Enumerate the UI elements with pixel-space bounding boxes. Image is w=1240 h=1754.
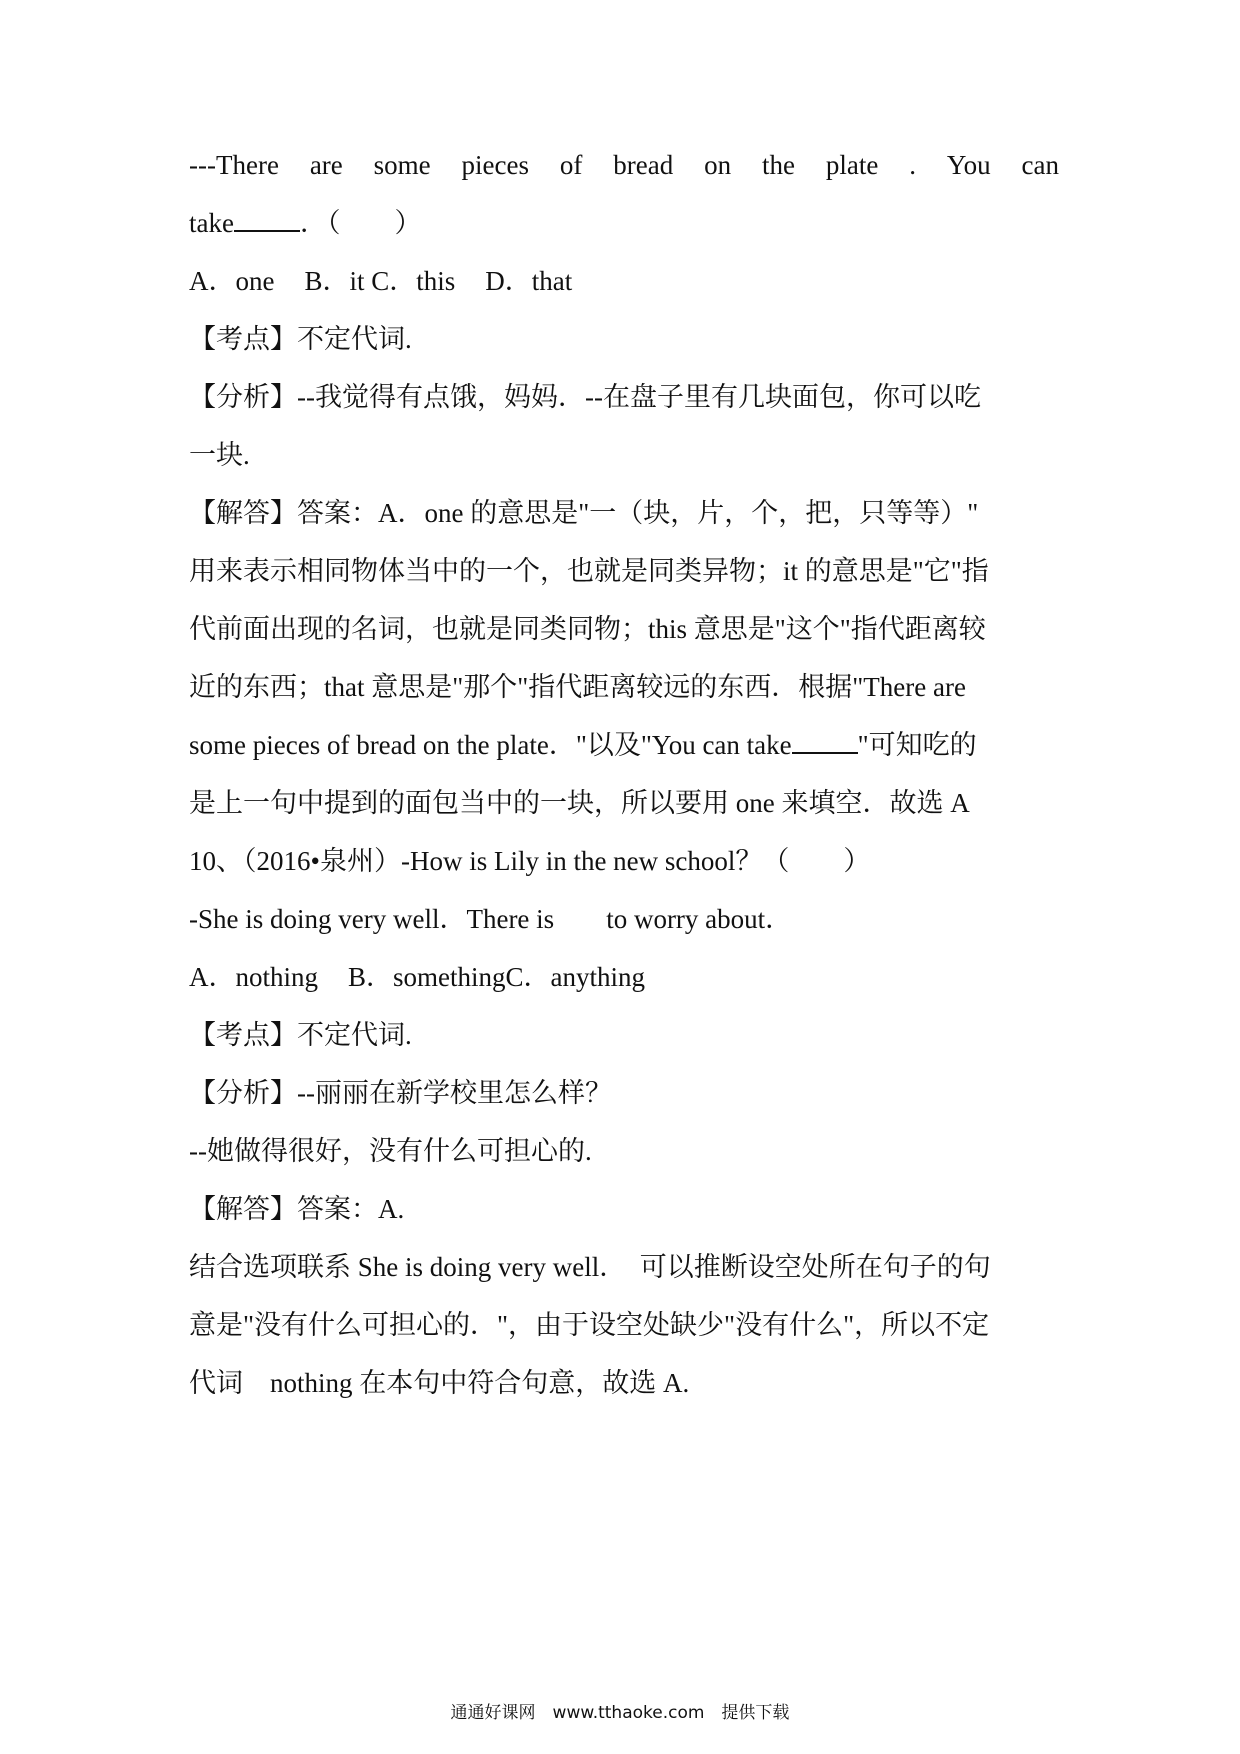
option-c: C．anything <box>505 962 646 992</box>
q10-jieda-4: 代词 nothing 在本句中符合句意，故选 A. <box>189 1368 690 1398</box>
q10-sentence: -She is doing very well．There is to worry about． <box>189 904 793 934</box>
q9-fenxi-2: 一块. <box>189 440 250 470</box>
q9-options <box>189 264 1059 298</box>
q9-blank-line: take ．（ ） <box>189 208 422 238</box>
q9-jieda-6: 是上一句中提到的面包当中的一块，所以要用 one 来填空．故选 A <box>189 788 970 818</box>
q10-jieda-2: 结合选项联系 She is doing very well． 可以推断设空处所在句子的句 <box>189 1252 991 1282</box>
option-a: A．one <box>189 266 275 296</box>
q10-jieda-3: 意是"没有什么可担心的．"，由于设空处缺少"没有什么"，所以不定 <box>189 1310 990 1340</box>
word: can <box>1021 150 1059 180</box>
q9-jieda-3: 代前面出现的名词，也就是同类同物；this 意思是"这个"指代距离较 <box>189 614 986 644</box>
option-b: B．something <box>348 962 506 992</box>
q9-dialogue-line <box>189 148 1059 182</box>
q10-kaodian: 【考点】不定代词. <box>189 1020 412 1050</box>
q9-kaodian: 【考点】不定代词. <box>189 324 412 354</box>
word: some <box>373 150 431 180</box>
word: . <box>909 150 916 180</box>
word: bread <box>613 150 674 180</box>
option-c: C．this <box>371 266 456 296</box>
q10-options <box>189 960 1059 994</box>
q9-jieda-1: 【解答】答案：A．one 的意思是"一（块，片，个，把，只等等）" <box>189 498 979 528</box>
word: You <box>946 150 991 180</box>
option-b: B．it <box>304 266 365 296</box>
option-d: D．that <box>485 266 573 296</box>
word: the <box>761 150 795 180</box>
fill-blank <box>792 730 858 754</box>
q10-fenxi-2: --她做得很好，没有什么可担心的. <box>189 1136 592 1166</box>
q9-jieda-5: some pieces of bread on the plate．"以及"You can take "可知吃的 <box>189 730 977 760</box>
q10-question: 10、（2016•泉州）-How is Lily in the new school？（ ） <box>189 846 871 876</box>
q9-jieda-4: 近的东西；that 意思是"那个"指代距离较远的东西．根据"There are <box>189 672 966 702</box>
q10-jieda-1: 【解答】答案：A. <box>189 1194 405 1224</box>
word: ---There <box>189 150 279 180</box>
word: on <box>704 150 732 180</box>
page-footer: 通通好课网 www.tthaoke.com 提供下载 <box>450 1703 790 1723</box>
q10-fenxi-1: 【分析】--丽丽在新学校里怎么样？ <box>189 1078 612 1108</box>
word: are <box>309 150 343 180</box>
word: plate <box>825 150 879 180</box>
fill-blank <box>234 208 300 232</box>
word: of <box>559 150 583 180</box>
word: pieces <box>461 150 529 180</box>
q9-fenxi-1: 【分析】--我觉得有点饿，妈妈．--在盘子里有几块面包，你可以吃 <box>189 382 981 412</box>
option-a: A．nothing <box>189 962 319 992</box>
q9-jieda-2: 用来表示相同物体当中的一个，也就是同类异物；it 的意思是"它"指 <box>189 556 989 586</box>
